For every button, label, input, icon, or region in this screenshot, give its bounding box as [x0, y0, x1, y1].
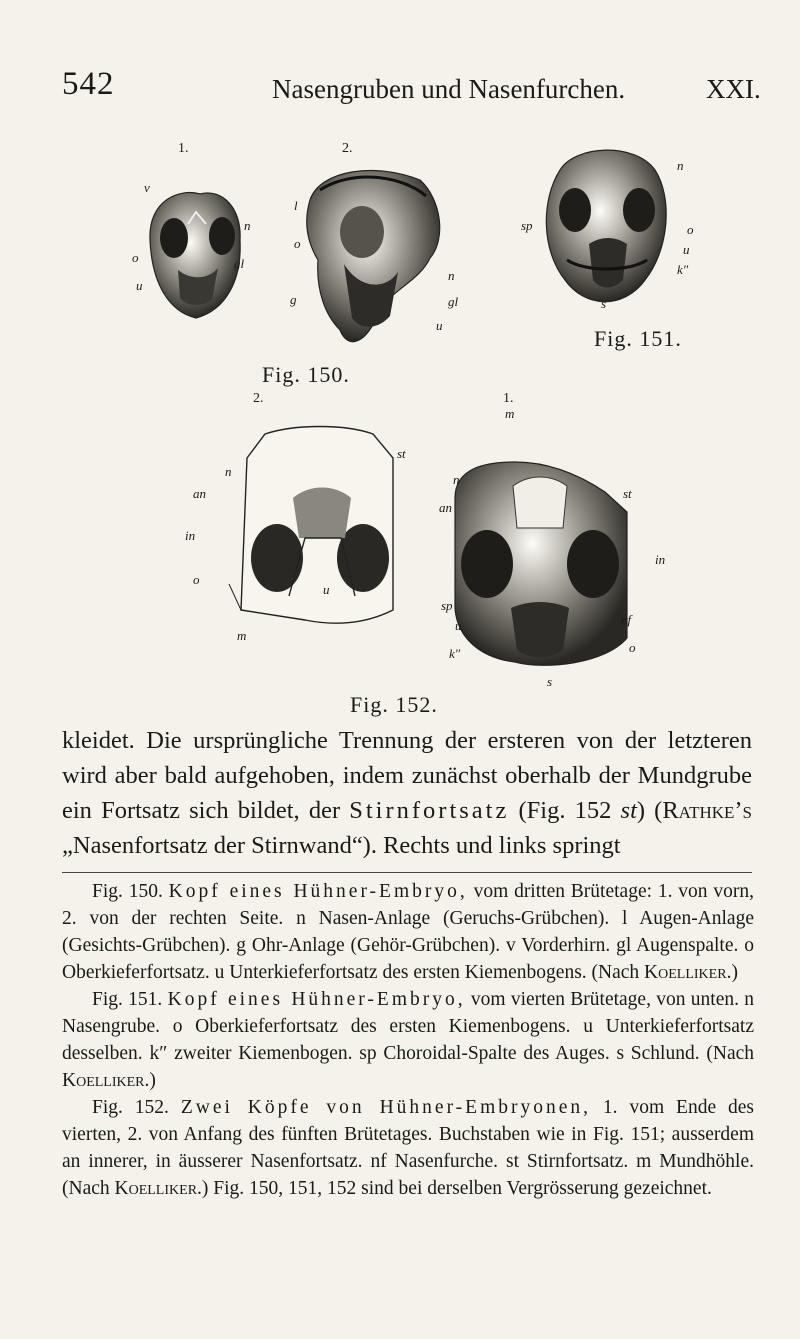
figure-150 — [130, 140, 470, 380]
fig152-label-st-right: st — [623, 486, 632, 501]
embryo-head-day5 — [229, 427, 393, 624]
body-text-part-3: ) ( — [636, 797, 663, 824]
page-number: 542 — [62, 66, 115, 102]
legend-152-end: .) Fig. 150, 151, 152 sind bei derselben Vergrösserung gezeichnet. — [197, 1178, 712, 1199]
author-rathke: Rathke’s — [662, 797, 753, 824]
fig150-label-v: v — [144, 180, 150, 195]
fig152-label-m-left: m — [237, 628, 247, 643]
fig150-label-o1: o — [132, 250, 139, 265]
legend-fig-152 — [62, 1094, 754, 1202]
fig152-label-n-right: n — [453, 472, 460, 487]
fig150-label-n2: n — [448, 268, 455, 283]
fig152-label-nf-right: nf — [621, 612, 632, 627]
body-text-part-4: „Nasenfortsatz der Stirnwand“). Rechts und links springt — [62, 832, 621, 859]
fig152-label-n-left: n — [225, 464, 232, 479]
fig151-label-s: s — [601, 296, 607, 311]
section-label: XXI. — [706, 74, 761, 104]
figure-151-caption: Fig. 151. — [594, 326, 682, 351]
fig151-label-n: n — [677, 158, 684, 173]
running-title: Nasengruben und Nasenfurchen. — [272, 74, 626, 104]
legend-150-text: vom dritten Brütetage: 1. von vorn, 2. von der rechten Seite. n Nasen-Anlage (Geruchs-Grübchen). l Augen-Anlage (Gesichts-Grübchen). g Ohr-Anlage (Gehör-Grübchen). v Vorderhirn. gl Augenspalte. o Oberkieferfortsatz. u Unterkieferfortsatz des ersten Kiemenbogens. (Nach — [62, 881, 754, 983]
fig152-label-o-right: o — [629, 640, 636, 655]
body-text-part-1: kleidet. Die ursprüngliche Trennung der ersteren von der letzteren wird aber bald aufgehoben, indem zunächst oberhalb der Mundgrube ein Fortsatz sich bildet, der — [62, 727, 752, 824]
legend-150-source: Koelliker — [644, 962, 727, 983]
fig152-label-u-right: u — [455, 618, 462, 633]
fig152-label-o-left: o — [193, 572, 200, 587]
footnote-rule — [62, 872, 752, 873]
embryo-head-front — [150, 193, 240, 318]
fig150-label-gl1: gl — [234, 256, 245, 271]
fig150-view1-number: 1. — [178, 141, 189, 156]
embryo-head-day4 — [455, 462, 627, 665]
legend-152-figref: Fig. 152. — [92, 1097, 169, 1118]
fig152-label-m-right: m — [505, 406, 515, 421]
fig150-label-n1: n — [244, 218, 251, 233]
figure-150-caption: Fig. 150. — [262, 362, 350, 387]
legend-152-source: Koelliker — [114, 1178, 198, 1199]
legend-151-end: .) — [144, 1070, 156, 1091]
legend-152-head: Zwei Köpfe von Hühner-Embryonen, — [180, 1097, 592, 1118]
fig151-label-o: o — [687, 222, 694, 237]
fig152-label-in-right: in — [655, 552, 666, 567]
legend-150-figref: Fig. 150. — [92, 881, 163, 902]
figure-ref-st: st — [620, 797, 637, 824]
legend-152-text: 1. vom Ende des vierten, 2. von Anfang des fünften Brütetages. Buchstaben wie in Fig. 151; ausserdem an innerer, in äusserer Nasenfortsatz. nf Nasenfurche. st Stirnfortsatz. m Mundhöhle. (Nach — [62, 1097, 755, 1199]
fig150-label-l2: l — [294, 198, 298, 213]
body-text-part-2: (Fig. 152 — [509, 797, 621, 824]
term-stirnfortsatz: Stirnfortsatz — [349, 797, 510, 824]
fig152-label-st-left: st — [397, 446, 406, 461]
fig151-label-u: u — [683, 242, 690, 257]
figure-152 — [185, 388, 695, 692]
fig151-label-k2: k″ — [677, 262, 689, 277]
figure-152-caption: Fig. 152. — [350, 692, 438, 717]
legend-150-end: .) — [726, 962, 738, 983]
embryo-head-underside — [546, 150, 666, 302]
legend-fig-151 — [62, 986, 754, 1094]
figure-150-illustration — [130, 140, 470, 380]
figure-legends — [62, 878, 754, 1202]
figure-151-illustration — [505, 140, 705, 320]
legend-151-figref: Fig. 151. — [92, 989, 163, 1010]
fig152-label-u-left: u — [323, 582, 330, 597]
legend-fig-150 — [62, 878, 754, 986]
fig152-label-an-right: an — [439, 500, 452, 515]
figure-151 — [505, 140, 705, 320]
figure-152-illustration — [185, 388, 695, 692]
fig152-label-sp-right: sp — [441, 598, 453, 613]
fig150-label-gl2: gl — [448, 294, 459, 309]
fig150-label-u2: u — [436, 318, 443, 333]
fig151-label-sp: sp — [521, 218, 533, 233]
embryo-head-side — [307, 170, 440, 341]
fig150-label-u1: u — [136, 278, 143, 293]
legend-151-head: Kopf eines Hühner-Embryo, — [167, 989, 466, 1010]
fig152-label-s-right: s — [547, 674, 553, 689]
fig152-view1-number: 1. — [503, 391, 514, 406]
fig150-label-g: g — [290, 292, 297, 307]
body-text — [62, 723, 752, 863]
fig150-label-o2: o — [294, 236, 301, 251]
legend-151-text: vom vierten Brütetage, von unten. n Nasengrube. o Oberkieferfortsatz des ersten Kiemenbogens. u Unterkieferfortsatz desselben. k″ zweiter Kiemenbogen. sp Choroidal-Spalte des Auges. s Schlund. (Nach — [62, 989, 755, 1064]
fig152-label-k2-right: k″ — [449, 646, 461, 661]
body-paragraph — [62, 723, 752, 863]
fig152-label-in-left: in — [185, 528, 196, 543]
legend-151-source: Koelliker — [62, 1070, 145, 1091]
fig152-view2-number: 2. — [253, 391, 264, 406]
fig150-view2-number: 2. — [342, 141, 353, 156]
fig152-label-an-left: an — [193, 486, 206, 501]
legend-150-head: Kopf eines Hühner-Embryo, — [168, 881, 468, 902]
